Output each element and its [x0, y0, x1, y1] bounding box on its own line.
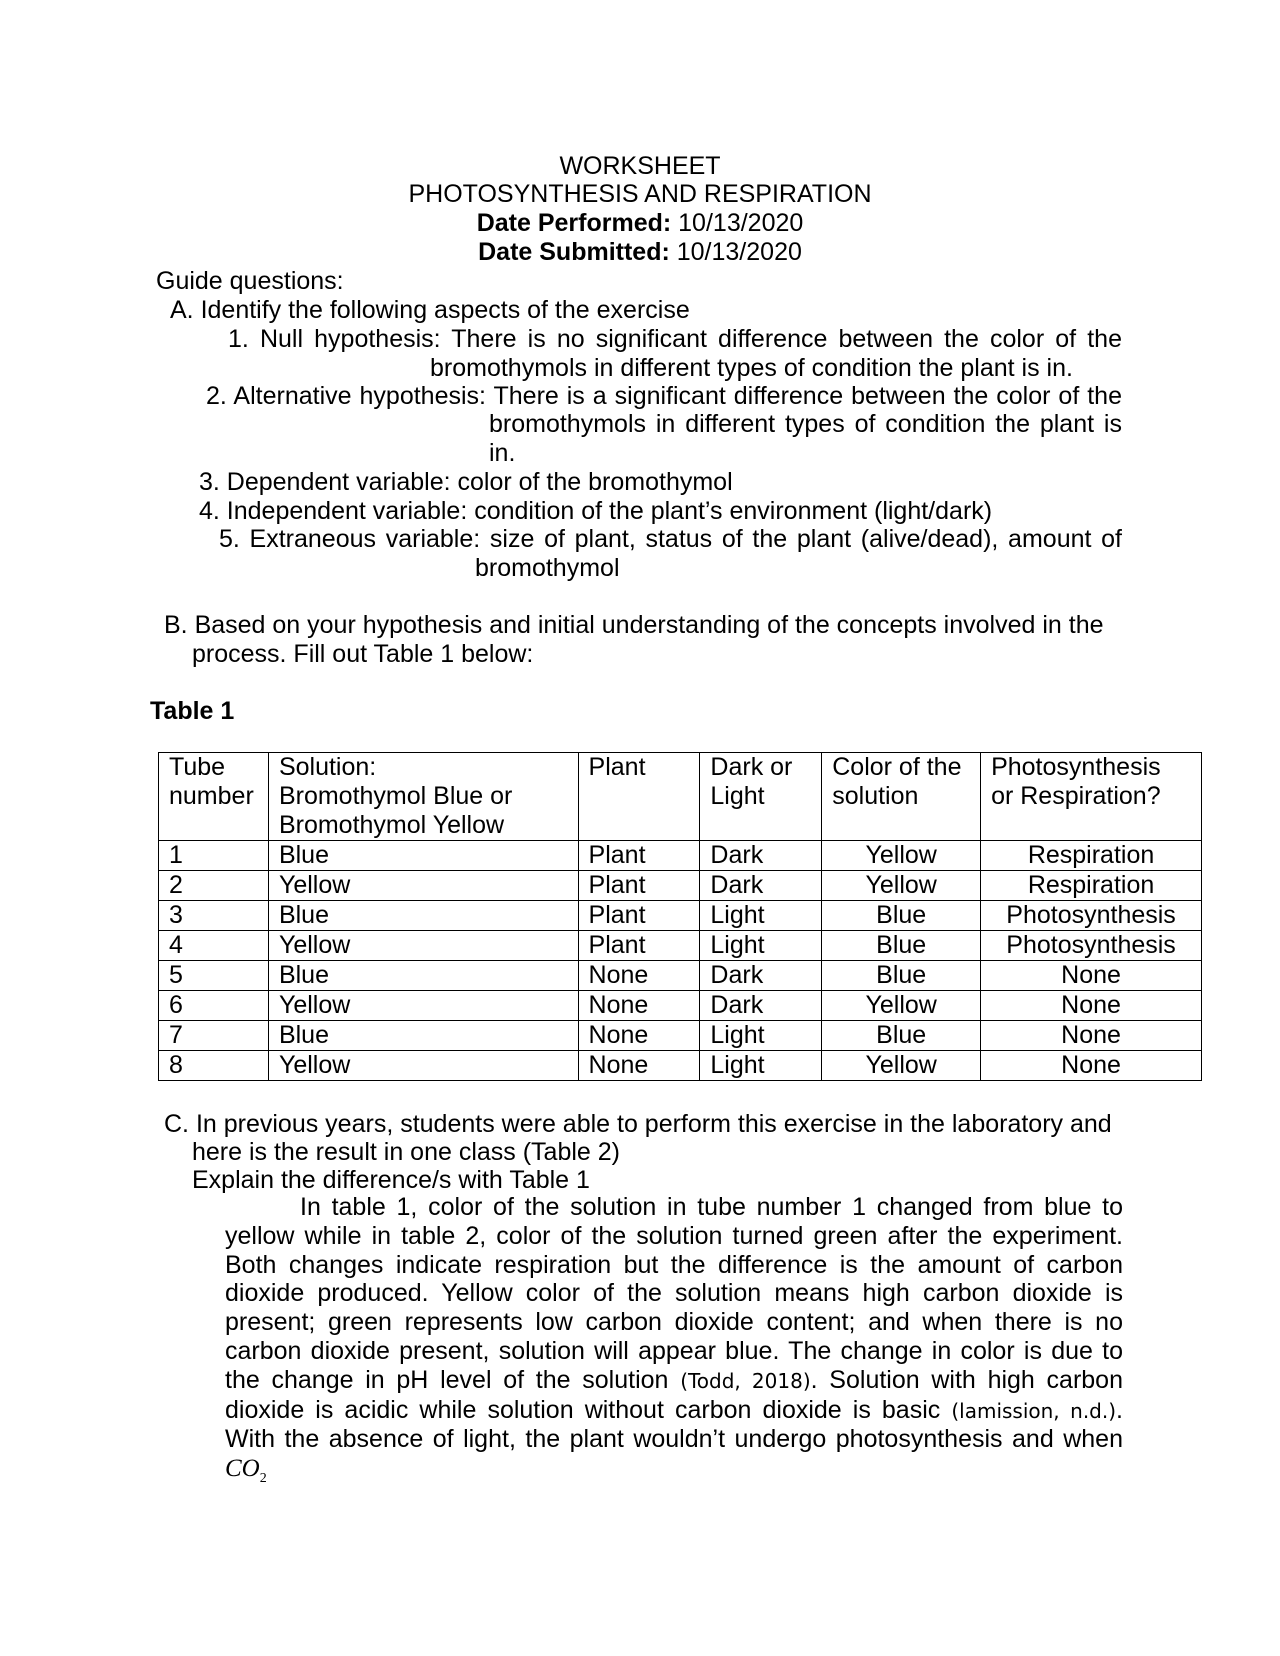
- cell-solution: Blue: [268, 1021, 578, 1051]
- explanation-paragraph: [225, 1193, 1123, 1494]
- cell-color: Yellow: [822, 991, 981, 1021]
- explanation-text-3: . With the absence of light, the plant wouldn’t undergo photosynthesis and when: [225, 1395, 1123, 1454]
- cell-light: Light: [700, 901, 822, 931]
- extraneous-variable-line1: 5. Extraneous variable: size of plant, status of the plant (alive/dead), amount of: [219, 525, 1122, 553]
- cell-solution: Blue: [268, 901, 578, 931]
- table1: [158, 752, 1202, 1081]
- table-row: [159, 1021, 1202, 1051]
- dependent-variable: 3. Dependent variable: color of the bromothymol: [199, 468, 733, 496]
- table1-header-row: [159, 753, 1202, 841]
- cell-process: Photosynthesis: [981, 931, 1202, 961]
- cell-light: Light: [700, 931, 822, 961]
- cell-color: Blue: [822, 1021, 981, 1051]
- cell-tube: 4: [159, 931, 269, 961]
- extraneous-variable-line2: bromothymol: [475, 554, 620, 582]
- header-process: Photosynthesis or Respiration?: [981, 753, 1202, 841]
- cell-color: Yellow: [822, 841, 981, 871]
- independent-variable: 4. Independent variable: condition of the plant’s environment (light/dark): [199, 497, 993, 525]
- cell-process: None: [981, 1051, 1202, 1081]
- cell-color: Blue: [822, 931, 981, 961]
- cell-plant: Plant: [578, 901, 700, 931]
- table-row: [159, 961, 1202, 991]
- cell-light: Light: [700, 1021, 822, 1051]
- header-plant: Plant: [578, 753, 700, 841]
- worksheet-subtitle: PHOTOSYNTHESIS AND RESPIRATION: [408, 180, 872, 208]
- cell-solution: Yellow: [268, 991, 578, 1021]
- header-solution: Solution: Bromothymol Blue or Bromothymol Yellow: [268, 753, 578, 841]
- cell-solution: Yellow: [268, 871, 578, 901]
- table-row: [159, 841, 1202, 871]
- date-performed-label: Date Performed:: [476, 209, 672, 237]
- cell-light: Dark: [700, 991, 822, 1021]
- cell-process: Respiration: [981, 841, 1202, 871]
- section-c-line2: here is the result in one class (Table 2): [192, 1138, 620, 1166]
- date-submitted: [0, 238, 1280, 267]
- cell-plant: Plant: [578, 871, 700, 901]
- date-submitted-value: 10/13/2020: [676, 238, 802, 266]
- cell-plant: None: [578, 991, 700, 1021]
- table-row: [159, 991, 1202, 1021]
- cell-color: Yellow: [822, 1051, 981, 1081]
- header-tube-number: Tube number: [159, 753, 269, 841]
- cell-tube: 7: [159, 1021, 269, 1051]
- cell-tube: 1: [159, 841, 269, 871]
- explanation-text-1: In table 1, color of the solution in tube number 1 changed from blue to yellow while in table 2, color of the solution turned green after the experiment. Both changes indicate respiration but the difference is the amount of carbon dioxide produced. Yellow color of the solution means high carbon dioxide is present; green represents low carbon dioxide content; and when there is no carbon dioxide present, solution will appear blue. The change in color is due to the change in pH level of the solution: [225, 1193, 1123, 1394]
- guide-heading: Guide questions:: [156, 267, 344, 295]
- table-row: [159, 871, 1202, 901]
- cell-light: Light: [700, 1051, 822, 1081]
- cell-light: Dark: [700, 961, 822, 991]
- cell-tube: 2: [159, 871, 269, 901]
- cell-process: None: [981, 961, 1202, 991]
- section-b-line2: process. Fill out Table 1 below:: [192, 640, 534, 668]
- null-hypothesis-line2: bromothymols in different types of condition the plant is in.: [430, 354, 1073, 382]
- explanation-text-2: . Solution with high carbon dioxide is acidic while solution without carbon dioxide is basic: [225, 1365, 1123, 1424]
- cell-tube: 5: [159, 961, 269, 991]
- cell-process: Respiration: [981, 871, 1202, 901]
- citation-lamission: (lamission, n.d.): [951, 1398, 1117, 1423]
- cell-plant: None: [578, 1021, 700, 1051]
- section-c-line1: C. In previous years, students were able to perform this exercise in the laboratory and: [164, 1110, 1112, 1138]
- cell-plant: None: [578, 1051, 700, 1081]
- cell-process: Photosynthesis: [981, 901, 1202, 931]
- cell-process: None: [981, 1021, 1202, 1051]
- null-hypothesis-line1: 1. Null hypothesis: There is no significant difference between the color of the: [228, 325, 1122, 353]
- worksheet-title: WORKSHEET: [559, 152, 721, 180]
- cell-solution: Blue: [268, 961, 578, 991]
- co2-formula: $CO_2$: [225, 1455, 267, 1487]
- header-solution-color: Color of the solution: [822, 753, 981, 841]
- section-a-heading: A. Identify the following aspects of the exercise: [170, 296, 690, 324]
- cell-color: Blue: [822, 961, 981, 991]
- table-row: [159, 901, 1202, 931]
- cell-plant: Plant: [578, 931, 700, 961]
- cell-solution: Yellow: [268, 931, 578, 961]
- section-b-line1: B. Based on your hypothesis and initial understanding of the concepts involved in the: [164, 611, 1104, 639]
- cell-plant: None: [578, 961, 700, 991]
- cell-solution: Blue: [268, 841, 578, 871]
- cell-color: Blue: [822, 901, 981, 931]
- table-row: [159, 1051, 1202, 1081]
- cell-light: Dark: [700, 871, 822, 901]
- citation-todd: (Todd, 2018): [680, 1368, 811, 1393]
- table1-caption: Table 1: [150, 697, 235, 725]
- cell-light: Dark: [700, 841, 822, 871]
- alt-hypothesis-line3: in.: [489, 439, 516, 467]
- date-submitted-label: Date Submitted:: [478, 238, 670, 266]
- cell-tube: 6: [159, 991, 269, 1021]
- table-row: [159, 931, 1202, 961]
- header-dark-or-light: Dark or Light: [700, 753, 822, 841]
- cell-process: None: [981, 991, 1202, 1021]
- date-performed-value: 10/13/2020: [678, 209, 804, 237]
- cell-tube: 3: [159, 901, 269, 931]
- cell-plant: Plant: [578, 841, 700, 871]
- cell-tube: 8: [159, 1051, 269, 1081]
- cell-solution: Yellow: [268, 1051, 578, 1081]
- alt-hypothesis-line1: 2. Alternative hypothesis: There is a significant difference between the color of the: [206, 382, 1122, 410]
- section-c-line3: Explain the difference/s with Table 1: [192, 1166, 590, 1194]
- cell-color: Yellow: [822, 871, 981, 901]
- alt-hypothesis-line2: bromothymols in different types of condition the plant is: [489, 410, 1122, 438]
- date-performed: [0, 209, 1280, 238]
